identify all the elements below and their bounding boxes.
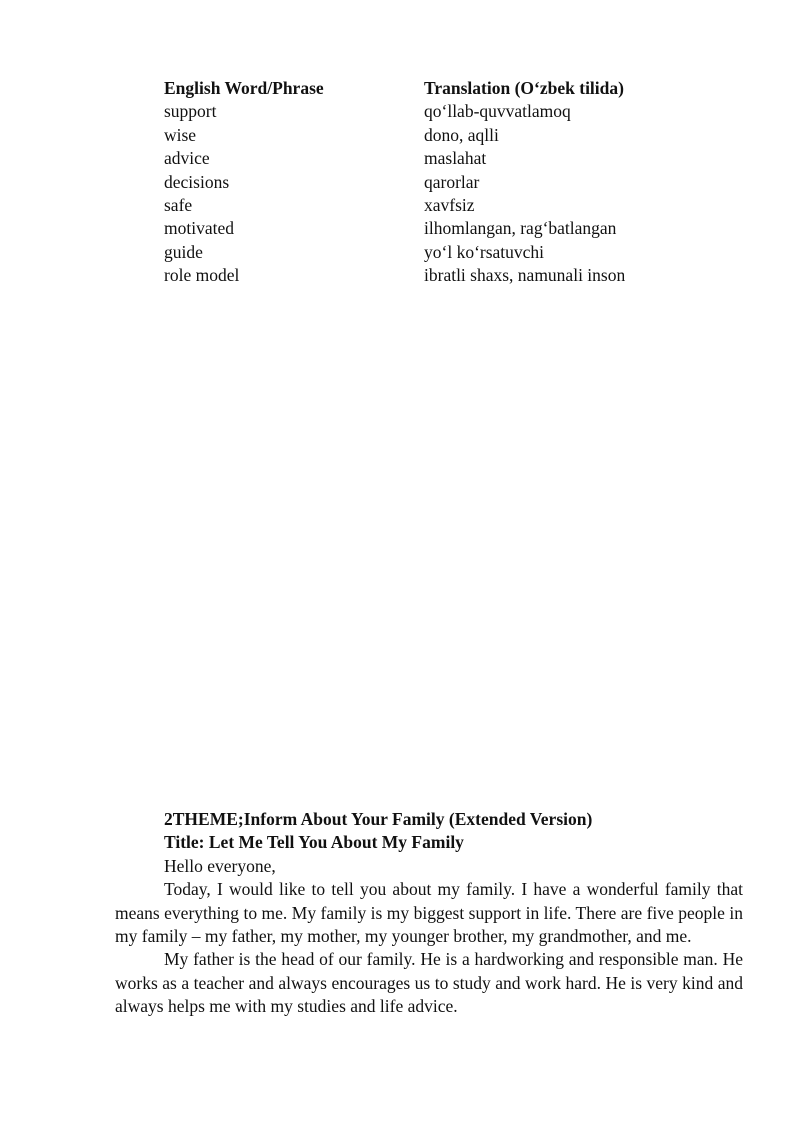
vocabulary-row — [164, 124, 684, 147]
essay-paragraph: My father is the head of our family. He is a hardworking and responsible man. He works as a teacher and always encourages us to study and work hard. He is very kind and always helps me with my studies and life advice. — [115, 949, 743, 1017]
vocabulary-row — [164, 147, 684, 170]
essay-section — [115, 808, 743, 1019]
english-word: safe — [164, 194, 193, 215]
vocabulary-header-row — [164, 77, 684, 100]
vocabulary-row — [164, 241, 684, 264]
english-word: advice — [164, 148, 210, 169]
vocabulary-row — [164, 217, 684, 240]
english-word: wise — [164, 124, 197, 145]
english-word: guide — [164, 241, 203, 262]
uzbek-translation: qo‘llab-quvvatlamoq — [424, 101, 571, 122]
greeting-line: Hello everyone, — [164, 855, 276, 876]
uzbek-translation: ibratli shaxs, namunali inson — [424, 265, 626, 286]
uzbek-translation: yo‘l ko‘rsatuvchi — [424, 241, 545, 262]
english-word: role model — [164, 265, 240, 286]
translation-column-header: Translation (O‘zbek tilida) — [424, 78, 624, 98]
vocabulary-row — [164, 171, 684, 194]
essay-title: Title: Let Me Tell You About My Family — [164, 832, 464, 853]
vocabulary-row — [164, 194, 684, 217]
uzbek-translation: dono, aqlli — [424, 124, 499, 145]
vocabulary-row — [164, 100, 684, 123]
vocabulary-table — [164, 77, 684, 288]
theme-heading: 2THEME;Inform About Your Family (Extended Version) — [164, 809, 593, 829]
essay-paragraph: Today, I would like to tell you about my family. I have a wonderful family that means everything to me. My family is my biggest support in life. There are five people in my family – my father, my mother, my younger brother, my grandmother, and me. — [115, 879, 743, 947]
uzbek-translation: maslahat — [424, 148, 487, 169]
english-word: motivated — [164, 218, 234, 239]
uzbek-translation: xavfsiz — [424, 194, 475, 215]
uzbek-translation: ilhomlangan, rag‘batlangan — [424, 218, 617, 239]
vocabulary-row — [164, 264, 684, 287]
english-word: support — [164, 101, 217, 122]
english-word: decisions — [164, 171, 230, 192]
uzbek-translation: qarorlar — [424, 171, 480, 192]
english-column-header: English Word/Phrase — [164, 78, 324, 98]
